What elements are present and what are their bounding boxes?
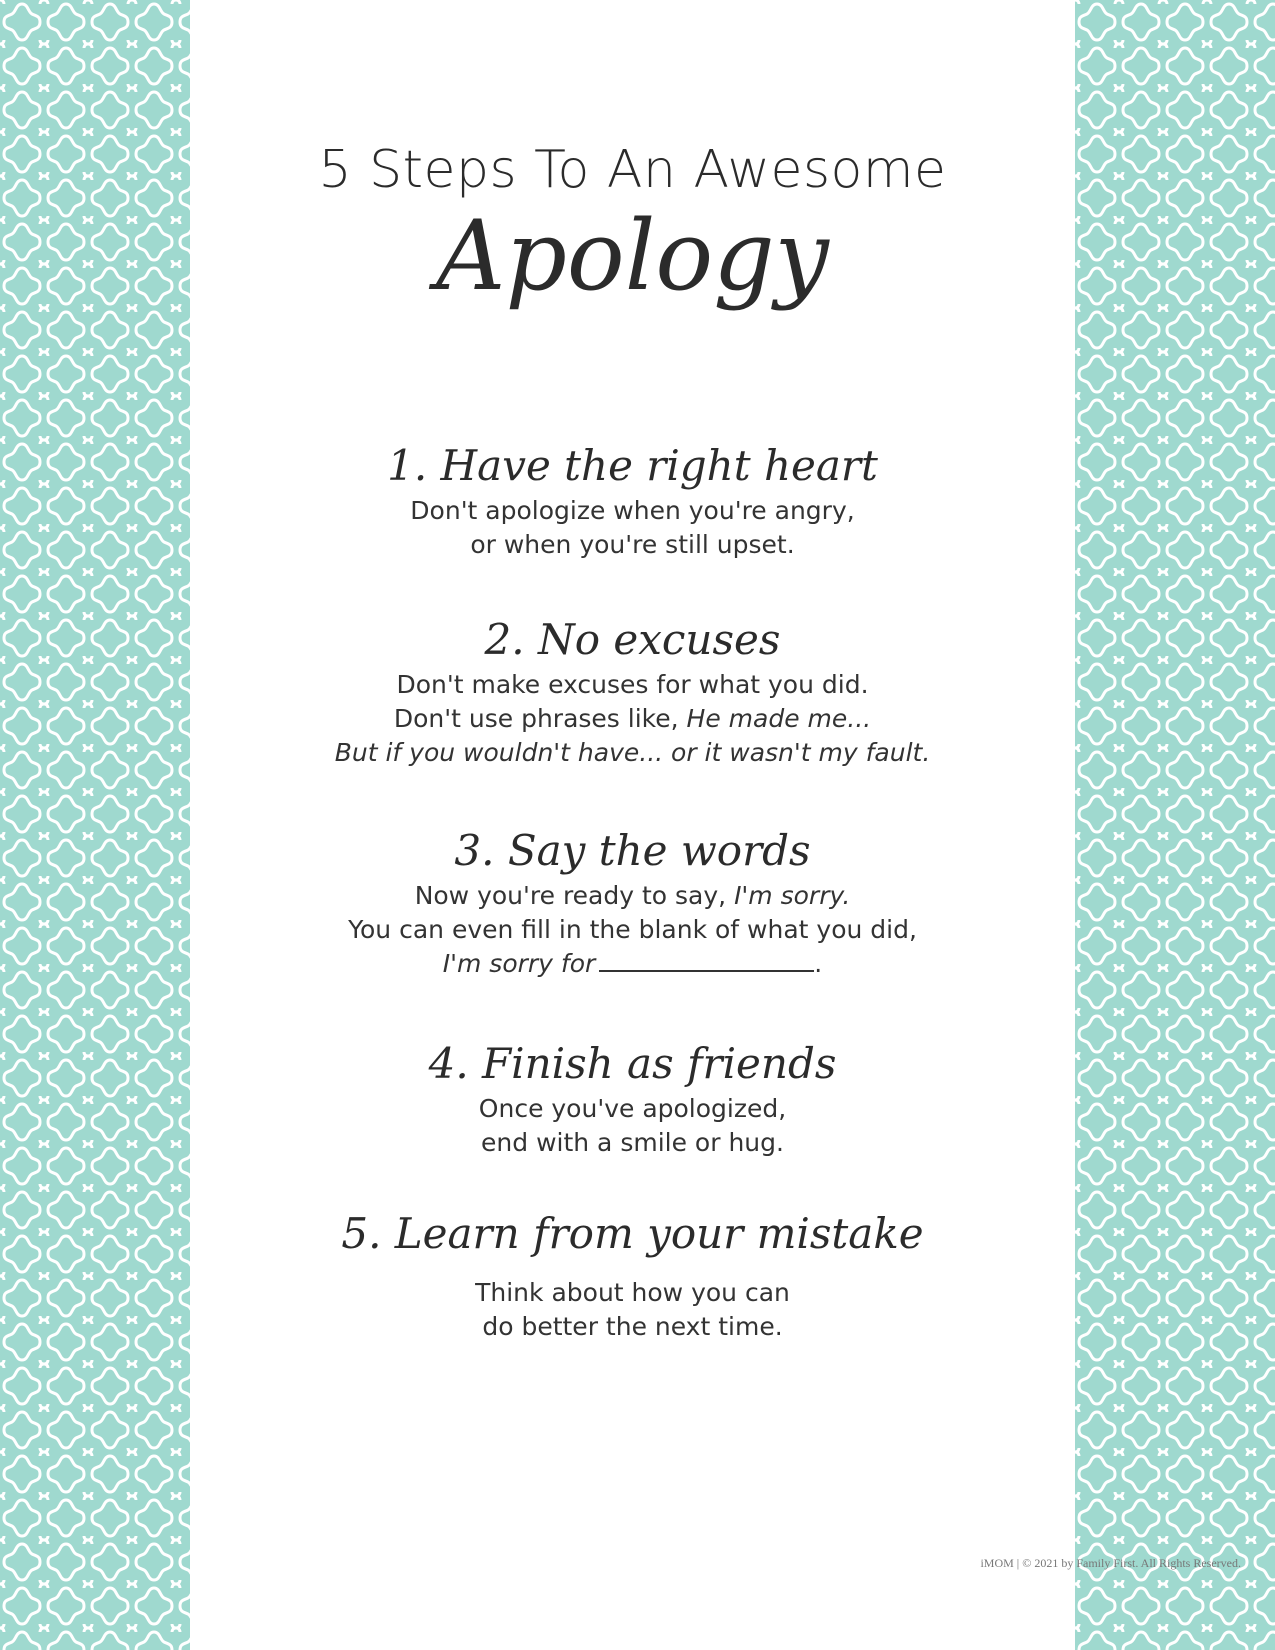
step-text: Think about how you can xyxy=(475,1278,790,1307)
step-text xyxy=(190,879,1075,913)
step-2 xyxy=(190,616,1075,770)
step-4 xyxy=(190,1040,1075,1160)
step-heading: 5. Learn from your mistake xyxy=(341,1209,924,1258)
step-heading: 1. Have the right heart xyxy=(387,441,878,490)
copyright-footer: iMOM | © 2021 by Family First. All Rights Reserved. xyxy=(980,1556,1241,1570)
step-heading: 4. Finish as friends xyxy=(428,1039,837,1088)
title-script: Apology xyxy=(436,200,829,312)
left-pattern-border xyxy=(0,0,190,1650)
step-text: Once you've apologized, xyxy=(478,1094,787,1123)
step-text-end: . xyxy=(814,949,823,978)
step-text: You can even fill in the blank of what you did, xyxy=(348,915,917,944)
step-heading: 2. No excuses xyxy=(484,615,781,664)
step-text: do better the next time. xyxy=(482,1312,783,1341)
fill-in-blank xyxy=(599,948,814,972)
step-text-italic: I'm sorry. xyxy=(734,881,851,910)
step-text-plain: Don't use phrases like, xyxy=(393,704,687,733)
step-text-italic: I'm sorry for xyxy=(442,949,596,978)
right-pattern-border xyxy=(1075,0,1275,1650)
step-text: Don't apologize when you're angry, xyxy=(410,496,855,525)
step-1 xyxy=(190,442,1075,562)
step-text-plain: Now you're ready to say, xyxy=(414,881,735,910)
step-text-italic: He made me... xyxy=(686,704,872,733)
step-heading: 3. Say the words xyxy=(454,826,811,875)
step-text-italic: But if you wouldn't have... or it wasn't my fault. xyxy=(334,738,931,767)
step-text xyxy=(190,702,1075,736)
step-5 xyxy=(190,1210,1075,1344)
title-line: 5 Steps To An Awesome xyxy=(318,140,947,200)
main-content xyxy=(190,0,1075,1650)
step-text xyxy=(190,947,1075,981)
step-3 xyxy=(190,827,1075,981)
step-text: end with a smile or hug. xyxy=(481,1128,784,1157)
step-text: Don't make excuses for what you did. xyxy=(396,670,869,699)
step-text: or when you're still upset. xyxy=(470,530,795,559)
